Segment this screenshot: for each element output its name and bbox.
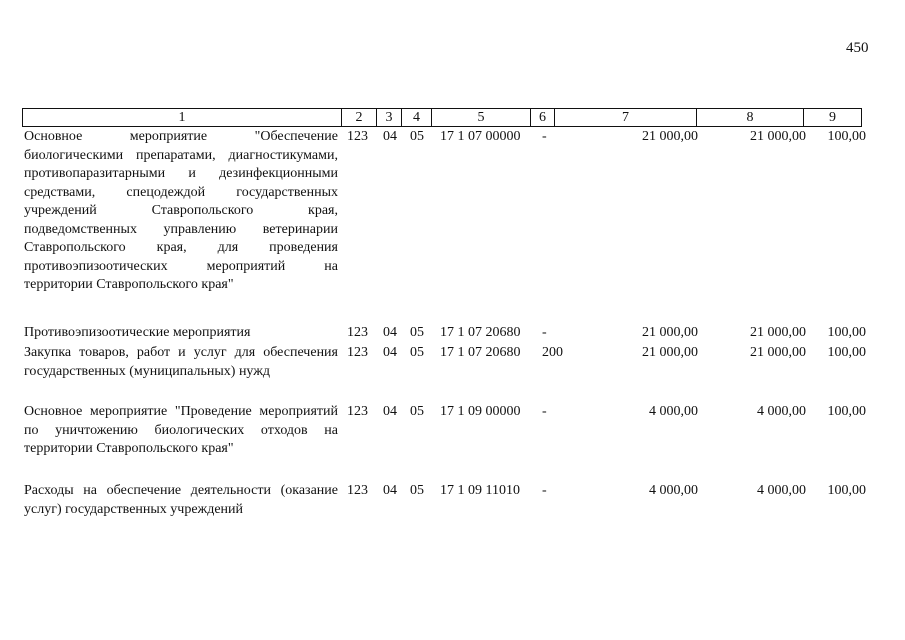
row-col-4: 05 [410, 404, 424, 419]
row-name: Основное мероприятие "Проведение мероприятий по уничтожению биологических отходов на территории Ставропольского края" [24, 404, 338, 456]
row-col-3: 04 [383, 345, 397, 360]
row-col-7: 4 000,00 [649, 404, 698, 419]
row-col-5: 17 1 07 20680 [440, 325, 521, 340]
header-col-7: 7 [555, 109, 697, 127]
row-col-5: 17 1 07 00000 [440, 129, 521, 144]
header-col-5: 5 [432, 109, 531, 127]
column-header-table [22, 108, 862, 127]
row-col-3: 04 [383, 483, 397, 498]
row-col-4: 05 [410, 483, 424, 498]
row-col-7: 21 000,00 [642, 325, 698, 340]
header-col-8: 8 [697, 109, 804, 127]
header-col-2: 2 [342, 109, 377, 127]
header-col-3: 3 [377, 109, 402, 127]
row-col-6: - [542, 483, 547, 498]
row-col-5: 17 1 09 00000 [440, 404, 521, 419]
row-col-2: 123 [347, 345, 368, 360]
row-col-8: 4 000,00 [757, 483, 806, 498]
row-col-9: 100,00 [827, 483, 866, 498]
row-col-6: 200 [542, 345, 563, 360]
row-name: Закупка товаров, работ и услуг для обеспечения государственных (муниципальных) нужд [24, 345, 338, 379]
row-name: Расходы на обеспечение деятельности (оказание услуг) государственных учреждений [24, 483, 338, 517]
row-col-4: 05 [410, 345, 424, 360]
row-col-2: 123 [347, 325, 368, 340]
row-col-3: 04 [383, 129, 397, 144]
row-col-2: 123 [347, 129, 368, 144]
row-col-6: - [542, 129, 547, 144]
row-col-7: 4 000,00 [649, 483, 698, 498]
row-col-9: 100,00 [827, 404, 866, 419]
row-col-3: 04 [383, 404, 397, 419]
row-col-7: 21 000,00 [642, 345, 698, 360]
header-col-6: 6 [531, 109, 555, 127]
header-col-1: 1 [23, 109, 342, 127]
row-col-8: 4 000,00 [757, 404, 806, 419]
page-number: 450 [846, 40, 869, 56]
row-col-8: 21 000,00 [750, 129, 806, 144]
row-col-3: 04 [383, 325, 397, 340]
row-col-5: 17 1 07 20680 [440, 345, 521, 360]
row-col-5: 17 1 09 11010 [440, 483, 520, 498]
row-col-2: 123 [347, 404, 368, 419]
row-name: Противоэпизоотические мероприятия [24, 325, 251, 340]
row-col-8: 21 000,00 [750, 345, 806, 360]
row-col-9: 100,00 [827, 345, 866, 360]
row-col-2: 123 [347, 483, 368, 498]
header-row [23, 109, 862, 127]
header-col-4: 4 [402, 109, 432, 127]
row-col-7: 21 000,00 [642, 129, 698, 144]
row-col-4: 05 [410, 129, 424, 144]
row-col-8: 21 000,00 [750, 325, 806, 340]
row-col-9: 100,00 [827, 325, 866, 340]
header-col-9: 9 [804, 109, 862, 127]
row-name: Основное мероприятие "Обеспечение биологическими препаратами, диагностикумами, противопаразитарными и дезинфекционными средствами, спецодеждой государственных учреждений Ставропольского края, подведомственных управлению ветеринарии Ставропольского края, для проведения противоэпизоотических мероприятий на территории Ставропольского края" [24, 129, 338, 292]
row-col-6: - [542, 404, 547, 419]
row-col-6: - [542, 325, 547, 340]
row-col-4: 05 [410, 325, 424, 340]
row-col-9: 100,00 [827, 129, 866, 144]
